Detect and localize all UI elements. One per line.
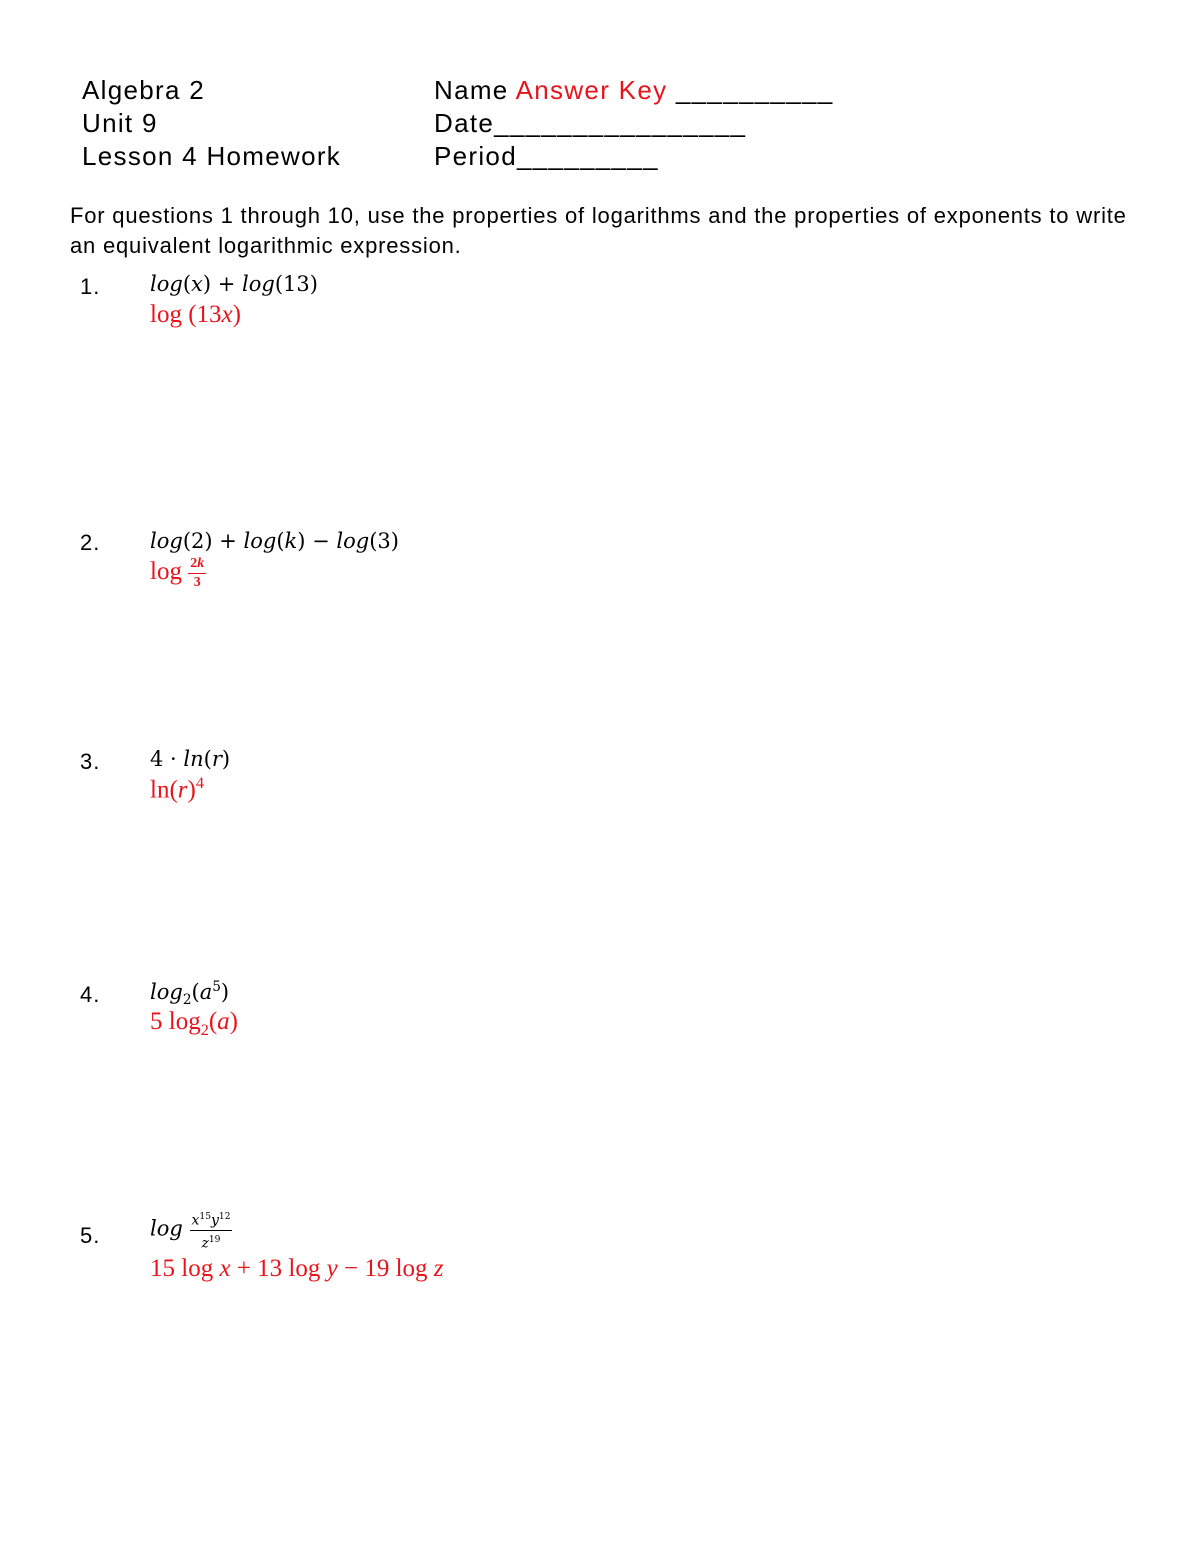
question-number: 3. <box>80 749 101 774</box>
name-blank: __________ <box>667 75 834 105</box>
question-problem: $\log_2(a^5)$ <box>150 979 230 1009</box>
question-number: 1. <box>80 274 101 299</box>
name-line <box>434 74 834 106</box>
lesson-label: Lesson 4 Homework <box>82 141 342 171</box>
question-number: 2. <box>80 530 101 555</box>
course-title: Algebra 2 <box>82 75 205 105</box>
question-answer: log $\frac{2k}{3}$ <box>150 556 205 590</box>
question-problem: log(x) + log(13) <box>150 272 318 296</box>
instructions: For questions 1 through 10, use the properties of logarithms and the properties of exponents to write an equivalent logarithmic expression. <box>70 203 1127 258</box>
question-number: 5. <box>80 1223 101 1248</box>
question-answer: $\ln(r)^4$ <box>150 774 204 804</box>
question-answer: 5 $\log_2(a)$ <box>150 1008 238 1039</box>
question-number: 4. <box>80 982 101 1007</box>
name-label: Name <box>434 75 509 105</box>
date-line: Date________________ <box>434 108 747 138</box>
name-value: Answer Key <box>515 75 668 105</box>
question-answer: log (13x) <box>150 301 241 328</box>
question-answer: 15 log x + 13 log y − 19 log z <box>150 1255 444 1282</box>
question-problem: log(2) + log(k) − log(3) <box>150 529 399 553</box>
question-problem: 4 · ln(r) <box>150 747 231 771</box>
period-line: Period_________ <box>434 141 659 171</box>
unit-label: Unit 9 <box>82 108 158 138</box>
question-problem: log $\frac{x^{15}y^{12}}{z^{19}}$ <box>150 1208 232 1252</box>
